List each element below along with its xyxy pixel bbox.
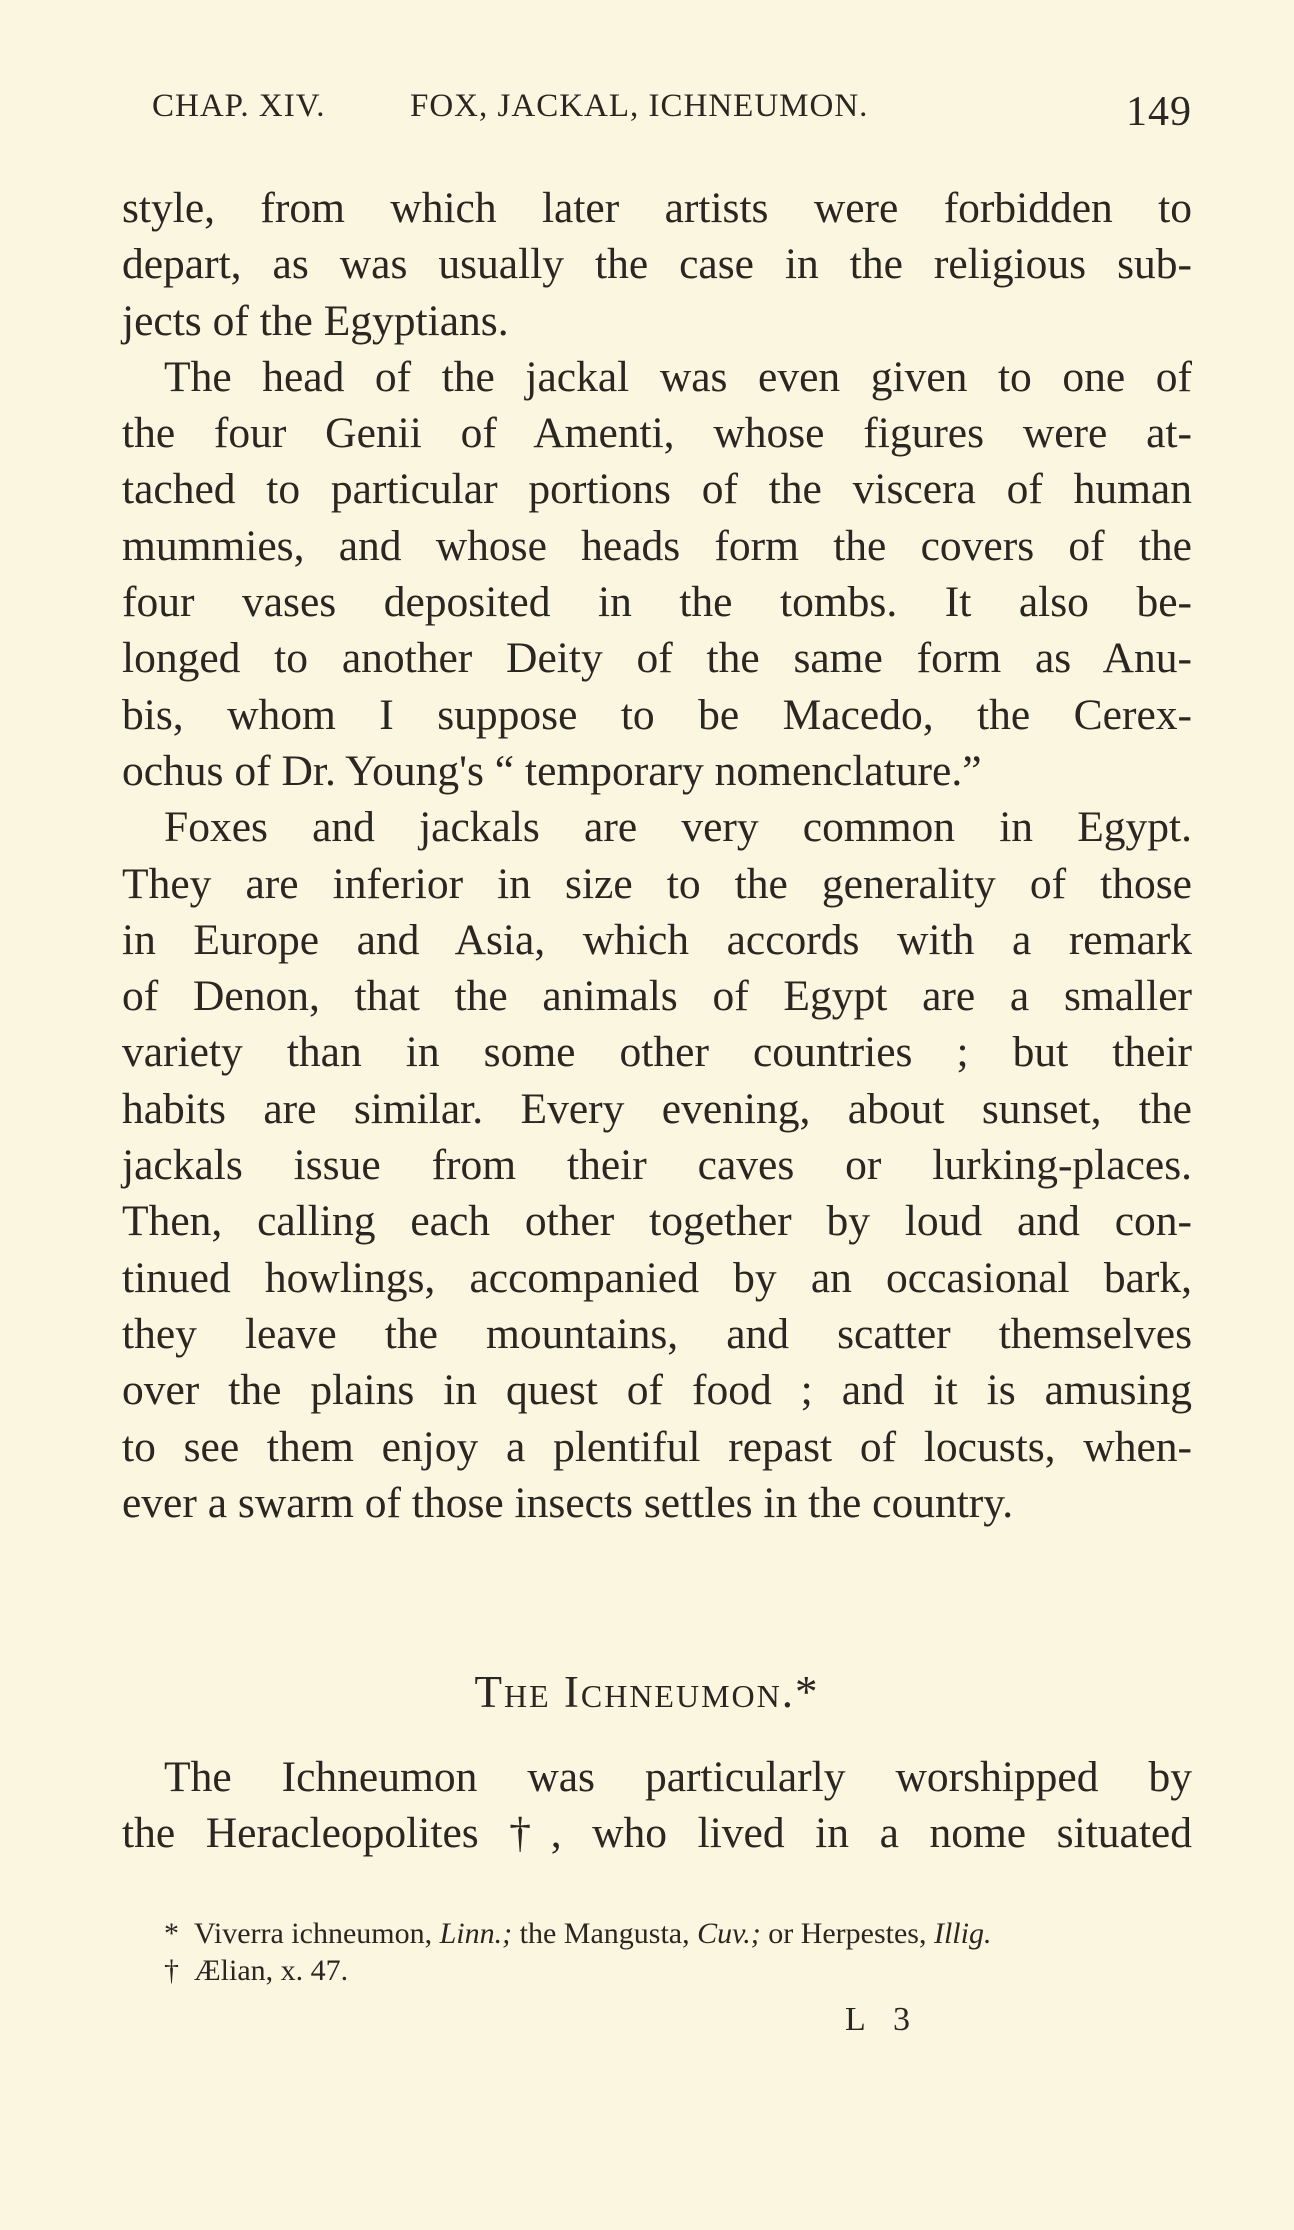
text-line: depart, as was usually the case in the religious sub- <box>122 240 1192 289</box>
section-heading: The Ichneumon.* <box>474 1667 820 1717</box>
footnote-mark: * <box>164 1917 179 1950</box>
text-line: style, from which later artists were forbidden to <box>122 184 1192 232</box>
text-line: the four Genii of Amenti, whose figures were at- <box>122 409 1192 458</box>
footnote-citation: Cuv.; <box>697 1917 761 1950</box>
text-line: The head of the jackal was even given to one of <box>164 352 1192 401</box>
running-title: FOX, JACKAL, ICHNEUMON. <box>410 88 869 124</box>
text-line: variety than in some other countries ; but their <box>122 1028 1192 1077</box>
text-line: They are inferior in size to the generality of those <box>122 859 1192 908</box>
text-line: Then, calling each other together by loud and con- <box>122 1197 1192 1246</box>
text-line: ever a swarm of those insects settles in the country. <box>122 1478 1014 1527</box>
footnote-citation: Illig. <box>933 1917 992 1950</box>
text-line: habits are similar. Every evening, about sunset, the <box>122 1084 1192 1133</box>
text-line: mummies, and whose heads form the covers of the <box>122 521 1192 570</box>
section-text <box>122 1749 1192 1862</box>
footnote-mark: † <box>164 1954 179 1987</box>
text-line: to see them enjoy a plentiful repast of locusts, when- <box>122 1422 1192 1471</box>
footnote-text: Ælian, x. 47. <box>194 1954 349 1987</box>
text-line: Foxes and jackals are very common in Egypt. <box>164 803 1192 852</box>
text-line: in Europe and Asia, which accords with a remark <box>122 915 1192 964</box>
footnotes <box>164 1915 1194 1989</box>
text-line: tinued howlings, accompanied by an occasional bark, <box>122 1253 1192 1302</box>
body-text <box>122 180 1192 1531</box>
text-line: jackals issue from their caves or lurking-places. <box>122 1141 1192 1190</box>
text-line: four vases deposited in the tombs. It also be- <box>122 578 1192 627</box>
text-line: of Denon, that the animals of Egypt are a smaller <box>122 972 1192 1021</box>
chapter-label: CHAP. XIV. <box>152 88 326 124</box>
text-line: tached to particular portions of the viscera of human <box>122 465 1192 514</box>
footnote-text: the Mangusta, <box>512 1917 698 1950</box>
text-line: they leave the mountains, and scatter themselves <box>122 1309 1192 1358</box>
footnote-2 <box>164 1952 1194 1989</box>
text-line: bis, whom I suppose to be Macedo, the Cerex- <box>122 690 1192 739</box>
footnote-1 <box>164 1915 1194 1952</box>
text-line: The Ichneumon was particularly worshipped by <box>164 1753 1192 1801</box>
page-number: 149 <box>1126 89 1192 135</box>
text-line: longed to another Deity of the same form as Anu- <box>122 634 1192 683</box>
footnote-text: or Herpestes, <box>760 1917 934 1950</box>
text-line: ochus of Dr. Young's “ temporary nomenclature.” <box>122 746 982 795</box>
running-head <box>152 88 1192 144</box>
footnote-citation: Linn.; <box>439 1917 513 1950</box>
signature-mark: L 3 <box>845 2001 921 2038</box>
text-line: the Heracleopolites †, who lived in a nome situated <box>122 1809 1192 1858</box>
text-line: over the plains in quest of food ; and it is amusing <box>122 1366 1192 1415</box>
text-line: jects of the Egyptians. <box>122 296 509 345</box>
footnote-text: Viverra ichneumon, <box>194 1917 440 1950</box>
